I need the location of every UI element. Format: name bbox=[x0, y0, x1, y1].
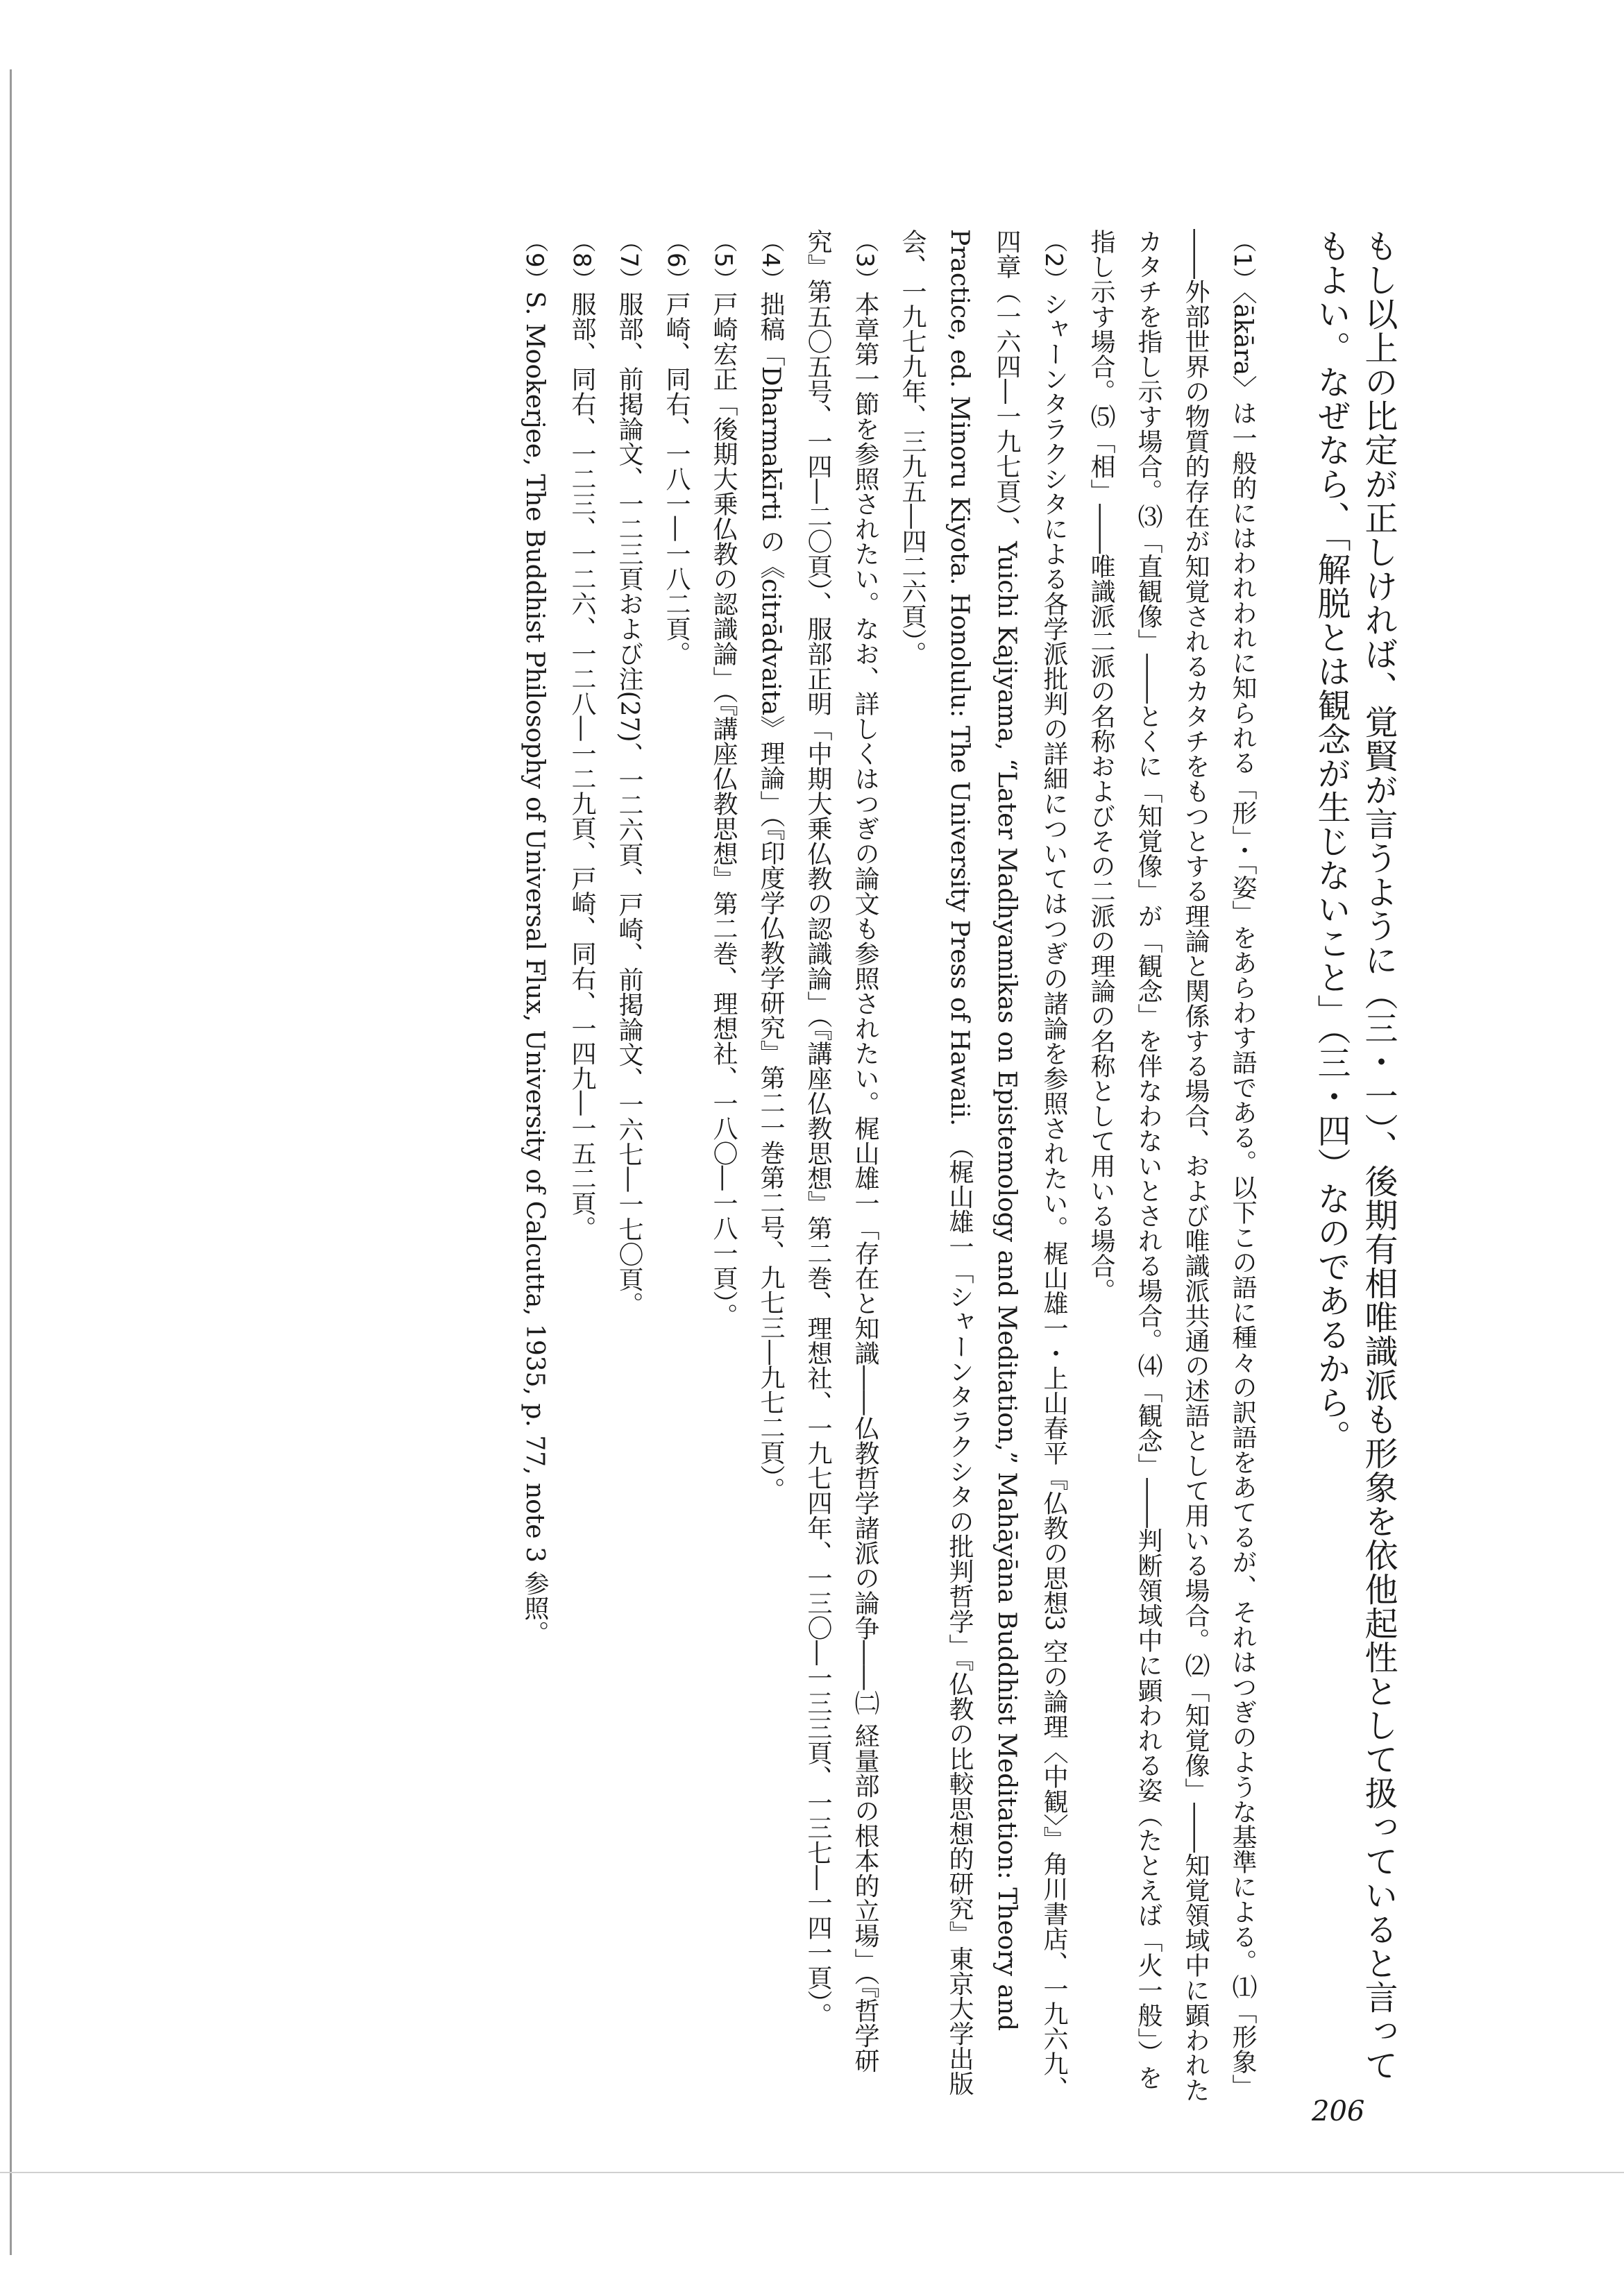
footnote-6 bbox=[652, 229, 700, 2102]
footnote-text: 本章第一節を参照されたい。なお、詳しくはつぎの論文も参照されたい。梶山雄一「存在と知識――仏教哲学諸派の論争――㈡ 経量部の根本的立場」（『哲学研究』第五〇五号、一四―二〇頁）、服部正明「中期大乗仏教の認識論」（『講座仏教思想』第二巻、理想社、一九七四年、一三〇―一三三頁、一三七―一四一頁）。 bbox=[804, 229, 879, 2073]
footnote-2 bbox=[888, 229, 1077, 2102]
footnote-5 bbox=[700, 229, 747, 2102]
footnote-9 bbox=[511, 229, 558, 2102]
footnote-number: （4） bbox=[756, 229, 784, 291]
page-number: 206 bbox=[1312, 2095, 1365, 2127]
footnote-text: 服部、同右、一二三、一二六、一二八―一二九頁、戸崎、同右、一四九―一五二頁。 bbox=[568, 291, 596, 1241]
footnote-number: （1） bbox=[1228, 229, 1256, 291]
footnote-text: シャーンタラクシタによる各学派批判の詳細についてはつぎの諸論を参照されたい。梶山雄一・上山春平『仏教の思想3 空の論理〈中観〉』角川書店、一九六九、四章（一六四―一九七頁）、Yuichi Kajiyama, “Later Madhyamikas on Epistemology and Meditation,” Mahāyāna Buddhist Meditation: Theory and Practice, ed. Minoru Kiyota. Honolulu: The University Press of Hawaii. （梶山雄一「シャーンタラクシタの批判哲学」『仏教の比較思想的研究』東京大学出版会、一九七九年、三九五―四二六頁）。 bbox=[898, 229, 1068, 2101]
body-paragraph: もし以上の比定が正しければ、覚賢が言うように（三・一）、後期有相唯識派も形象を依他起性として扱っていると言ってもよい。なぜなら、「解脱とは観念が生じないこと」（三・四）なのであるから。 bbox=[1312, 229, 1398, 2082]
footnote-1 bbox=[1077, 229, 1266, 2102]
footnote-text: 拙稿「Dharmakīrti の《citrādvaita》理論」（『印度学仏教学研究』第二一巻第二号、九七三―九七二頁）。 bbox=[756, 291, 785, 1503]
footnote-number: （3） bbox=[851, 229, 879, 291]
footnote-4 bbox=[747, 229, 794, 2102]
scan-rule bbox=[0, 2172, 1624, 2173]
footnotes bbox=[511, 229, 1266, 2102]
footnote-text: 服部、前掲論文、一二三頁および注(27)、一二六頁、戸崎、前掲論文、一六七―一七〇頁。 bbox=[615, 291, 643, 1317]
footnote-3 bbox=[794, 229, 888, 2102]
footnote-text: S. Mookerjee, The Buddhist Philosophy of Universal Flux, University of Calcutta, 1935, p. 77, note 3 参照。 bbox=[521, 291, 549, 1646]
binding-edge-line bbox=[10, 69, 12, 2255]
footnote-number: （6） bbox=[662, 229, 690, 291]
footnote-text: 〈ākāra〉は一般的にはわれわれに知られる「形」・「姿」をあらわす語である。以下この語に種々の訳語をあてるが、それはつぎのような基準による。⑴「形象」――外部世界の物質的存在が知覚されるカタチをもつとする理論と関係する場合、および唯識派共通の述語として用いる場合。⑵「知覚像」――知覚領域中に顕われたカタチを指し示す場合。⑶「直観像」――とくに「知覚像」が「観念」を伴なわないとされる場合。⑷「観念」――判断領域中に顕われる姿（たとえば「火一般」）を指し示す場合。⑸「相」――唯識派二派の名称およびその二派の理論の名称として用いる場合。 bbox=[1087, 229, 1257, 2102]
footnote-8 bbox=[558, 229, 605, 2102]
footnote-number: （9） bbox=[521, 229, 548, 291]
footnote-number: （7） bbox=[615, 229, 643, 291]
footnote-number: （8） bbox=[568, 229, 595, 291]
footnote-text: 戸崎宏正「後期大乗仏教の認識論」（『講座仏教思想』第二巻、理想社、一八〇―一八一頁）。 bbox=[709, 291, 738, 1328]
footnote-number: （5） bbox=[709, 229, 737, 291]
footnote-7 bbox=[605, 229, 652, 2102]
footnote-number: （2） bbox=[1040, 229, 1067, 291]
footnote-text: 戸崎、同右、一八一―一八二頁。 bbox=[662, 291, 691, 666]
vertical-text-block bbox=[511, 229, 1402, 2102]
